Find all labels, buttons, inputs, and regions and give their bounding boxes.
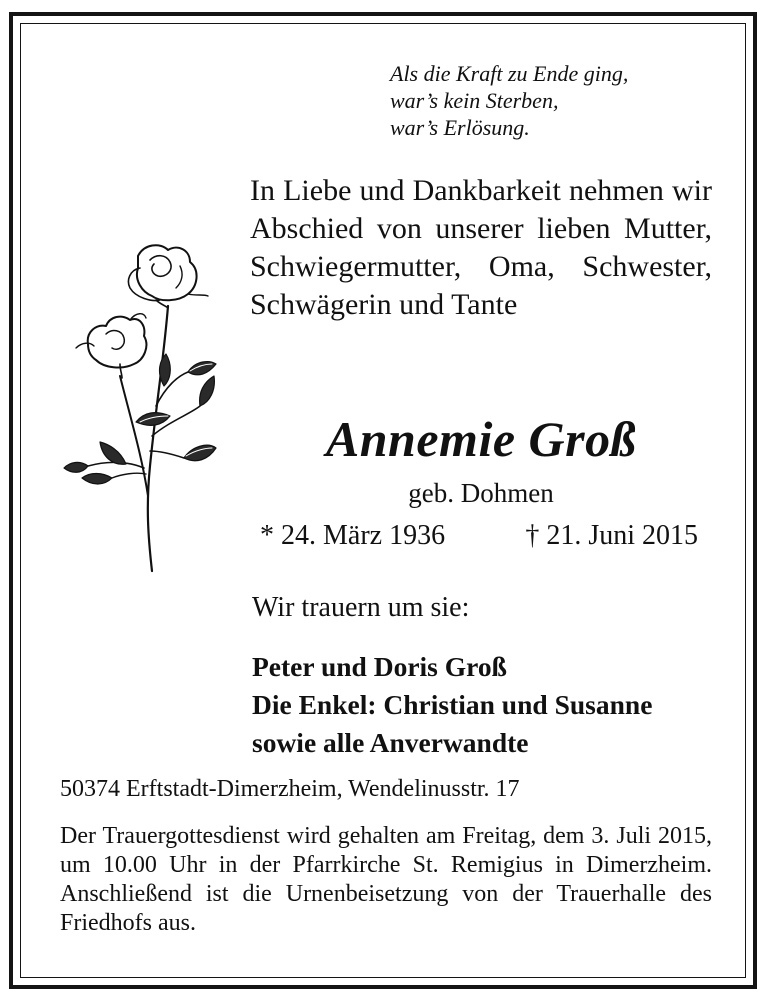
death-date: † 21. Juni 2015 [525, 520, 698, 551]
motto-line-2: war’s kein Sterben, [390, 88, 559, 113]
rose-icon [60, 236, 220, 576]
maiden-name: geb. Dohmen [408, 478, 554, 508]
mourning-heading: Wir trauern um sie: [252, 592, 470, 623]
deceased-name: Annemie Groß [325, 411, 637, 467]
motto-poem [390, 60, 710, 141]
funeral-service-text: Der Trauergottesdienst wird gehalten am Freitag, dem 3. Juli 2015, um 10.00 Uhr in der Pfarrkirche St. Remigius in Dimerzheim. Anschließend ist die Urnenbeisetzung von der Trauerhalle des Friedhofs aus. [60, 823, 712, 936]
motto-line-1: Als die Kraft zu Ende ging, [390, 61, 629, 86]
intro-text: In Liebe und Dankbarkeit nehmen wir Abschied von unserer lieben Mutter, Schwiegermutter, Oma, Schwester, Schwägerin und Tante [250, 174, 712, 321]
motto-line-3: war’s Erlösung. [390, 115, 530, 140]
birth-date: * 24. März 1936 [260, 520, 446, 551]
life-dates [250, 520, 712, 552]
mourner-line-2: Die Enkel: Christian und Susanne [252, 689, 653, 720]
mourners-list [252, 648, 722, 762]
mourner-line-1: Peter und Doris Groß [252, 651, 507, 682]
mourner-line-3: sowie alle Anverwandte [252, 727, 529, 758]
family-address: 50374 Erftstadt-Dimerzheim, Wendelinusstr. 17 [60, 776, 520, 802]
